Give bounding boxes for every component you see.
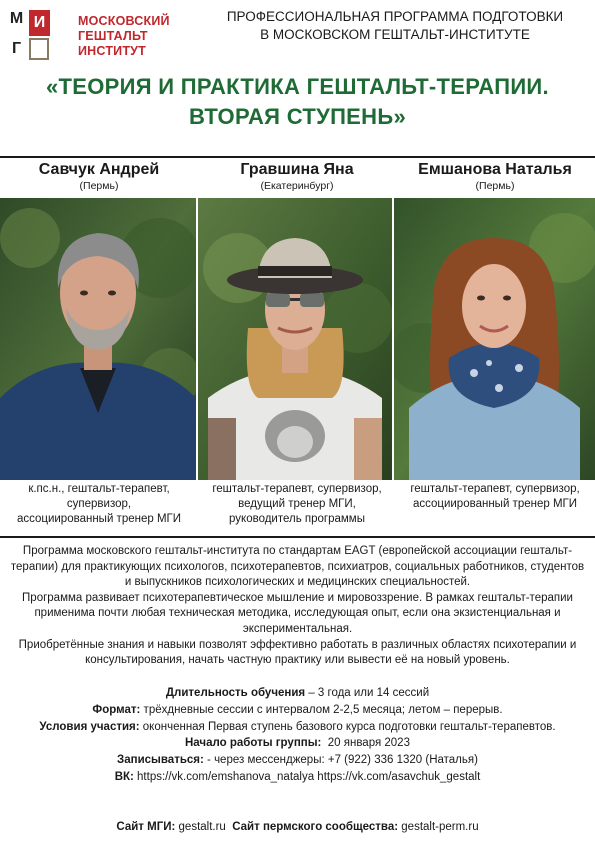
logo-name-line1: МОСКОВСКИЙ [78,14,170,28]
page-title-line1: «ТЕОРИЯ И ПРАКТИКА ГЕШТАЛЬТ-ТЕРАПИИ. [46,74,549,99]
fact-duration [0,685,595,702]
footer-community-label: Сайт пермского сообщества: [232,821,399,833]
program-header-line2: В МОСКОВСКОМ ГЕШТАЛЬТ-ИНСТИТУТЕ [260,27,530,42]
logo-square [29,38,49,60]
trainer-role-1-line1: к.пс.н., гештальт-терапевт, [28,483,170,495]
logo-letter-g: Г [11,40,22,57]
trainer-city-3: (Пермь) [475,180,515,192]
institute-logo [6,6,206,66]
trainer-role-2-line1: гештальт-терапевт, супервизор, [212,483,382,495]
program-header-line1: ПРОФЕССИОНАЛЬНАЯ ПРОГРАММА ПОДГОТОВКИ [226,9,564,24]
trainer-city-2: (Екатеринбург) [260,180,334,192]
fact-duration-value: – 3 года или 14 сессий [305,687,430,699]
fact-conditions [0,719,595,736]
logo-mark [6,6,52,62]
description-paragraph-1: Программа московского гештальт-института по стандартам EAGT (европейской ассоциации гештальт-терапии) для практикующих психологов, психотерапевтов, психиатров, социальных работников, студентов и выпускников психологических и медицинских специальностей. [10,545,585,589]
trainer-photo-3 [394,198,595,480]
trainer-role-3 [396,482,594,512]
trainer-role-1-line2: супервизор, [66,498,132,510]
trainer-city-1: (Пермь) [79,180,119,192]
page-title [20,72,575,132]
fact-signup-value: - через мессенджеры: +7 (922) 336 1320 (Наталья) [203,754,478,767]
fact-vk [0,769,595,786]
trainer-role-3-line1: гештальт-терапевт, супервизор, [410,483,580,495]
description-paragraph-2: Программа развивает психотерапевтическое мышление и мировоззрение. В рамках гештальт-терапии применима почти любая техническая методика, исследующая опыт, если она экзистенциальная и экспериментальная. [22,591,573,635]
trainer-photo-2 [198,198,392,480]
divider-top [0,156,595,158]
trainer-role-2 [198,482,396,527]
fact-duration-label: Длительность обучения [165,687,306,699]
vk-links[interactable]: https://vk.com/emshanova_natalya https://vk.com/asavchuk_gestalt [133,770,481,783]
trainer-photos [0,198,595,480]
fact-start-value: 20 января 2023 [321,737,410,750]
fact-start [0,735,595,752]
trainer-role-2-line3: руководитель программы [229,513,365,525]
fact-signup-label: Записываться: [117,754,204,767]
trainer-role-3-line2: ассоциированный тренер МГИ [412,498,578,510]
fact-format [0,702,595,719]
footer-site-link[interactable]: gestalt.ru [175,821,226,833]
description-paragraph-3: Приобретённые знания и навыки позволят эффективно работать в различных областях психотерапии и консультирования, начать частную практику или вывести её на новый уровень. [18,638,577,667]
fact-vk-label: ВК: [114,770,134,783]
logo-name [78,14,206,59]
page-title-line2: ВТОРАЯ СТУПЕНЬ» [189,104,406,129]
fact-conditions-label: Условия участия: [39,720,140,733]
trainer-names [0,160,595,198]
fact-format-value: трёхдневные сессии с интервалом 2-2,5 месяца; летом – перерыв. [140,703,503,716]
footer-site-label: Сайт МГИ: [116,821,176,833]
trainer-role-1 [0,482,198,527]
fact-start-label: Начало работы группы: [185,737,322,750]
logo-name-line2: ГЕШТАЛЬТ ИНСТИТУТ [78,29,148,58]
logo-letter-m: М [9,10,24,27]
trainer-roles [0,480,595,532]
trainer-name-3: Емшанова Наталья [418,161,572,178]
trainer-name-2: Гравшина Яна [240,161,354,178]
trainer-name-1: Савчук Андрей [38,161,160,178]
footer-sites [0,820,595,835]
program-description [10,544,585,669]
program-header [205,8,585,44]
footer-community-link[interactable]: gestalt-perm.ru [398,821,479,833]
trainer-role-1-line3: ассоциированный тренер МГИ [16,513,182,525]
fact-format-label: Формат: [92,703,141,716]
fact-conditions-value: оконченная Первая ступень базового курса подготовки гештальт-терапевтов. [139,720,556,733]
fact-signup [0,752,595,769]
divider-middle [0,536,595,538]
trainer-photo-1 [0,198,196,480]
trainer-role-2-line2: ведущий тренер МГИ, [238,498,356,510]
logo-letter-i: И [29,10,50,36]
program-facts [0,685,595,786]
